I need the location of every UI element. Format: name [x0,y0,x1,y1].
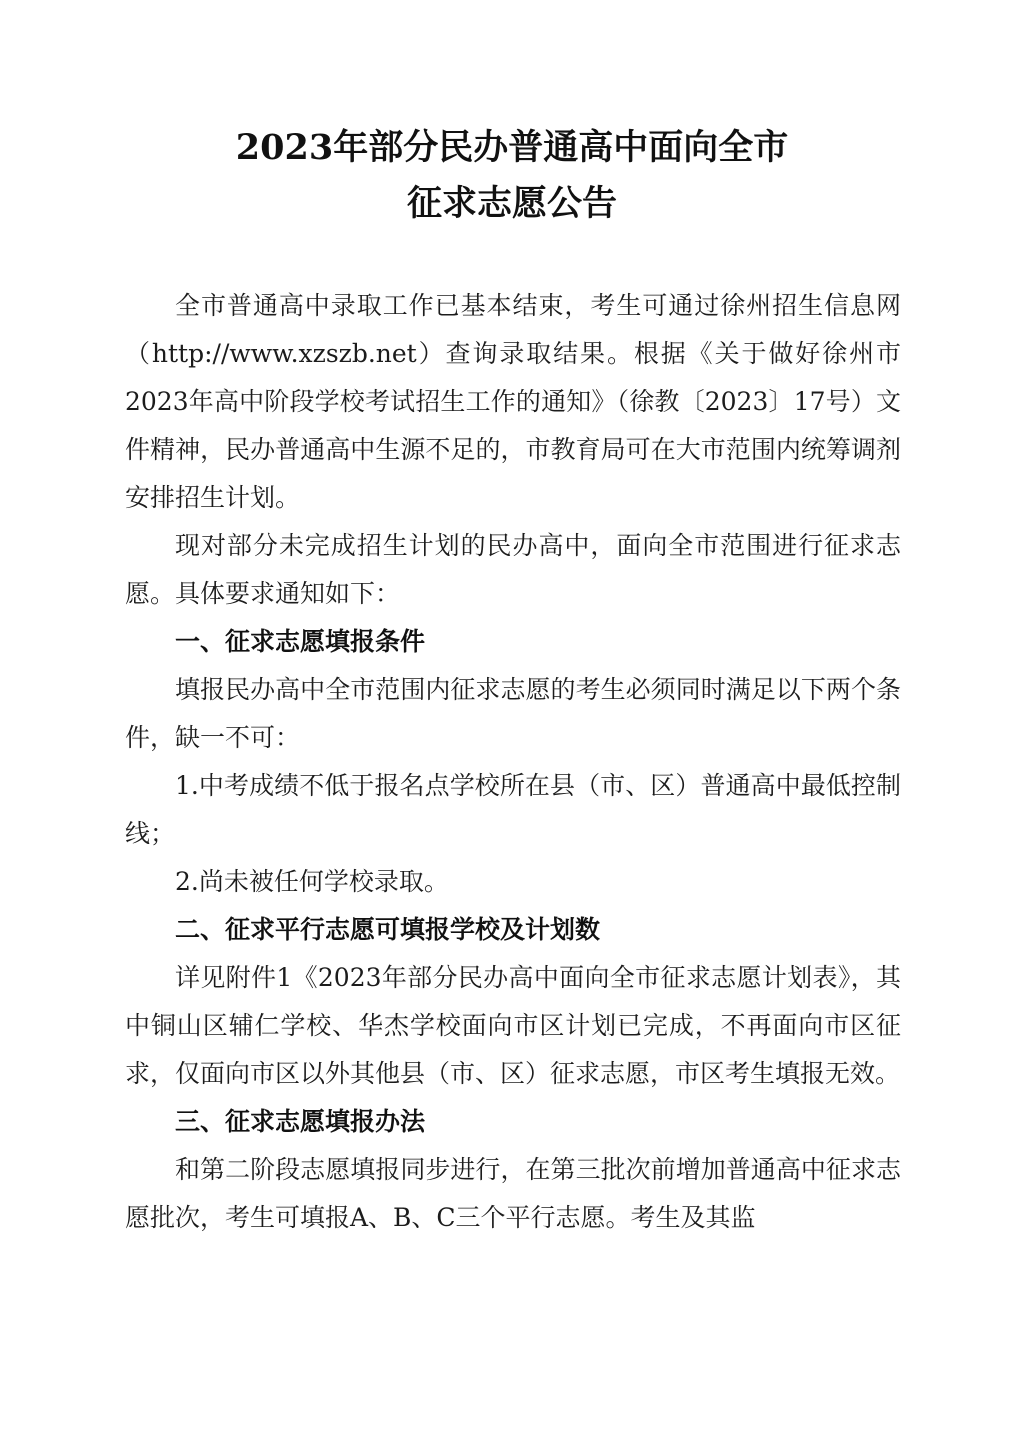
section1-item1: 1.中考成绩不低于报名点学校所在县（市、区）普通高中最低控制线； [125,771,901,848]
section1-item2: 2.尚未被任何学校录取。 [175,867,449,896]
section3-text: 和第二阶段志愿填报同步进行，在第三批次前增加普通高中征求志愿批次，考生可填报A、B、C三个平行志愿。考生及其监 [125,1155,901,1232]
section2-heading: 二、征求平行志愿可填报学校及计划数 [175,915,601,944]
paragraph-notice: 现对部分未完成招生计划的民办高中，面向全市范围进行征求志愿。具体要求通知如下： [125,531,901,608]
document-title-line2: 征求志愿公告 [406,183,617,224]
section1-heading: 一、征求志愿填报条件 [175,627,426,656]
section1-intro: 填报民办高中全市范围内征求志愿的考生必须同时满足以下两个条件，缺一不可： [125,675,901,752]
paragraph-intro: 全市普通高中录取工作已基本结束，考生可通过徐州招生信息网（http://www.xzszb.net）查询录取结果。根据《关于做好徐州市2023年高中阶段学校考试招生工作的通知》（徐教〔2023〕17号）文件精神，民办普通高中生源不足的，市教育局可在大市范围内统筹调剂安排招生计划。 [125,291,901,512]
document-title-line1: 2023年部分民办普通高中面向全市 [235,127,789,168]
section2-text: 详见附件1《2023年部分民办高中面向全市征求志愿计划表》，其中铜山区辅仁学校、华杰学校面向市区计划已完成，不再面向市区征求，仅面向市区以外其他县（市、区）征求志愿，市区考生填报无效。 [125,963,901,1088]
section3-heading: 三、征求志愿填报办法 [175,1107,426,1136]
document-body [125,282,901,1242]
